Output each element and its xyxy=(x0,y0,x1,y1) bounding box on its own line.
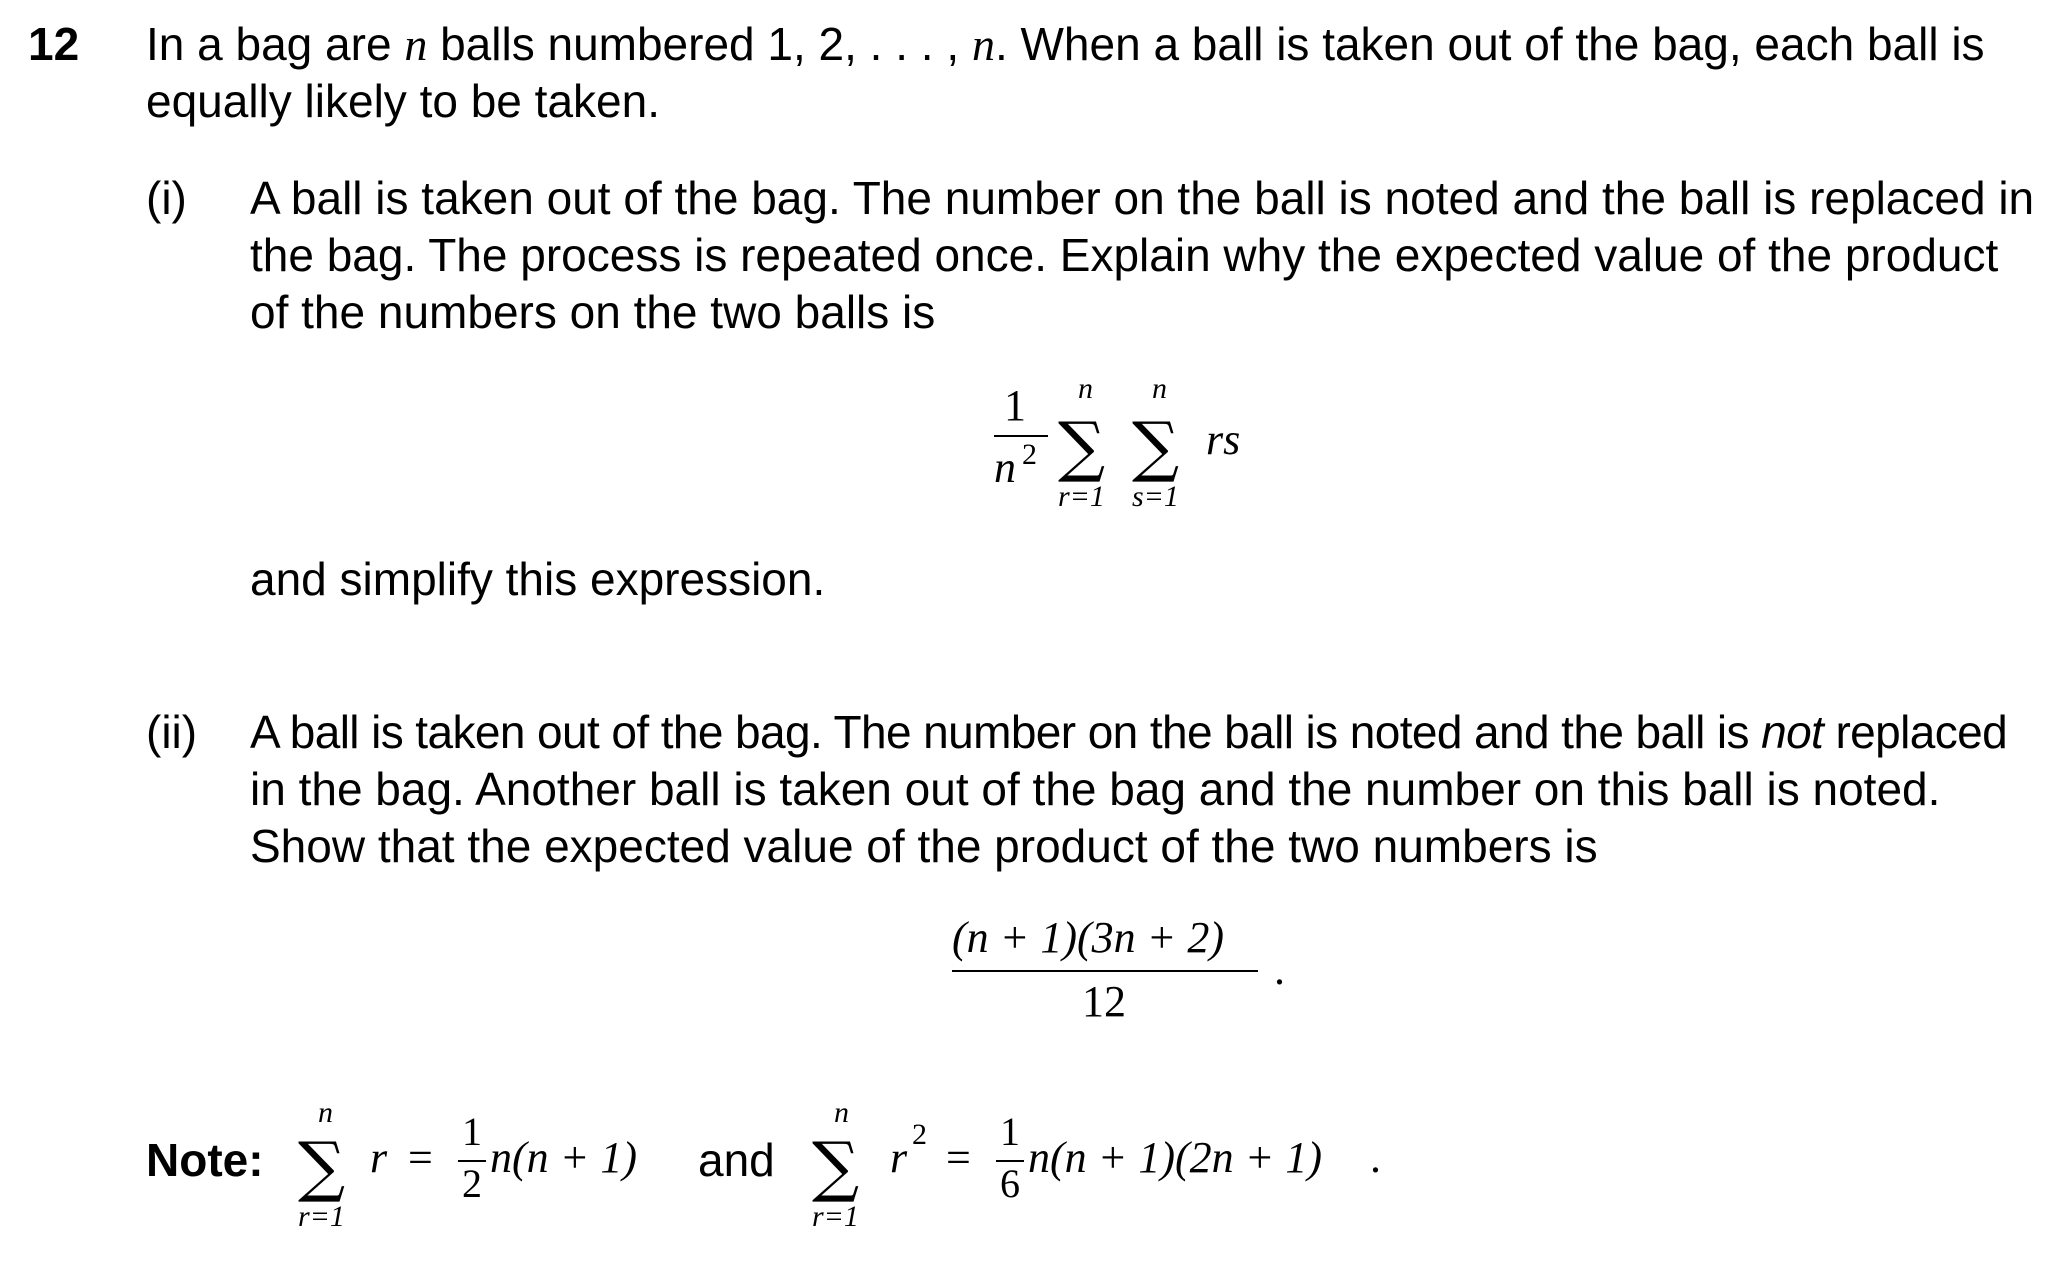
note-sum2-lower: r=1 xyxy=(812,1200,859,1233)
note-eq1: = xyxy=(408,1133,433,1182)
formula-i-numerator: 1 xyxy=(1004,381,1026,430)
sigma-icon: ∑ xyxy=(812,1128,860,1205)
part-i-after: and simplify this expression. xyxy=(250,553,826,605)
intro-text-b: balls numbered 1, 2, . . . , xyxy=(440,18,960,70)
intro-line-2: equally likely to be taken. xyxy=(146,75,660,127)
note-sum2-upper: n xyxy=(834,1096,849,1129)
note-label: Note: xyxy=(146,1134,264,1186)
intro-text-c: . When a ball is taken out of the bag, each ball is xyxy=(994,18,1985,70)
question-intro xyxy=(146,16,1990,130)
part-i-label: (i) xyxy=(146,172,187,224)
part-ii-label: (ii) xyxy=(146,706,198,758)
part-ii-text xyxy=(250,704,2007,875)
note-frac2-den: 6 xyxy=(1000,1161,1020,1206)
note-rest1: n(n + 1) xyxy=(490,1133,637,1182)
note-sum1-lower: r=1 xyxy=(298,1200,345,1233)
sigma-icon: ∑ xyxy=(1058,408,1106,485)
part-i-line-1: A ball is taken out of the bag. The number on the ball is noted and the ball is replaced in xyxy=(250,172,2035,224)
formula-i-sum1-upper: n xyxy=(1078,372,1093,405)
note-sum1-upper: n xyxy=(318,1096,333,1129)
formula-ii-trailing: . xyxy=(1274,945,1285,994)
intro-text-a: In a bag are xyxy=(146,18,392,70)
part-ii-line-3: Show that the expected value of the product of the two numbers is xyxy=(250,820,1598,872)
note-frac1-num: 1 xyxy=(462,1109,482,1154)
formula-ii-fraction-bar xyxy=(952,970,1258,972)
formula-i-denominator-power: 2 xyxy=(1022,438,1037,471)
note-sum1-summand: r xyxy=(370,1133,388,1182)
part-i-text xyxy=(250,170,2034,341)
part-ii-line-2: in the bag. Another ball is taken out of the bag and the number on this ball is noted. xyxy=(250,763,1941,815)
formula-i-sum1-lower: r=1 xyxy=(1058,480,1105,513)
note-frac2-num: 1 xyxy=(1000,1109,1020,1154)
formula-i-denominator: n xyxy=(994,443,1016,492)
part-i-line-2: the bag. The process is repeated once. Explain why the expected value of the product xyxy=(250,229,1999,281)
note-trailing: . xyxy=(1370,1133,1381,1182)
note-eq2: = xyxy=(946,1133,971,1182)
sigma-icon: ∑ xyxy=(298,1128,346,1205)
note-sum2-power: 2 xyxy=(912,1118,927,1151)
formula-i-fraction-bar xyxy=(994,435,1048,437)
note-and: and xyxy=(698,1134,775,1186)
formula-ii-numerator: (n + 1)(3n + 2) xyxy=(952,913,1224,962)
question-number: 12 xyxy=(28,18,80,70)
intro-var-n2: n xyxy=(971,19,995,70)
sigma-icon: ∑ xyxy=(1132,408,1180,485)
part-ii-line-1-a: A ball is taken out of the bag. The number on the ball is noted and the ball is xyxy=(250,706,1749,758)
formula-ii-denominator: 12 xyxy=(1082,977,1126,1026)
note-frac1-den: 2 xyxy=(462,1161,482,1206)
formula-i-sum2-lower: s=1 xyxy=(1132,480,1179,513)
intro-var-n: n xyxy=(404,19,428,70)
part-ii-line-1 xyxy=(250,704,2007,761)
note-rest2: n(n + 1)(2n + 1) xyxy=(1028,1133,1322,1182)
intro-line-1 xyxy=(146,16,1990,73)
part-ii-not-emphasis: not xyxy=(1761,706,1824,758)
formula-i-summand: rs xyxy=(1206,415,1241,464)
note-sum2-summand: r xyxy=(890,1133,908,1182)
part-ii-line-1-b: replaced xyxy=(1835,706,2008,758)
formula-i-sum2-upper: n xyxy=(1152,372,1167,405)
part-i-line-3: of the numbers on the two balls is xyxy=(250,286,936,338)
